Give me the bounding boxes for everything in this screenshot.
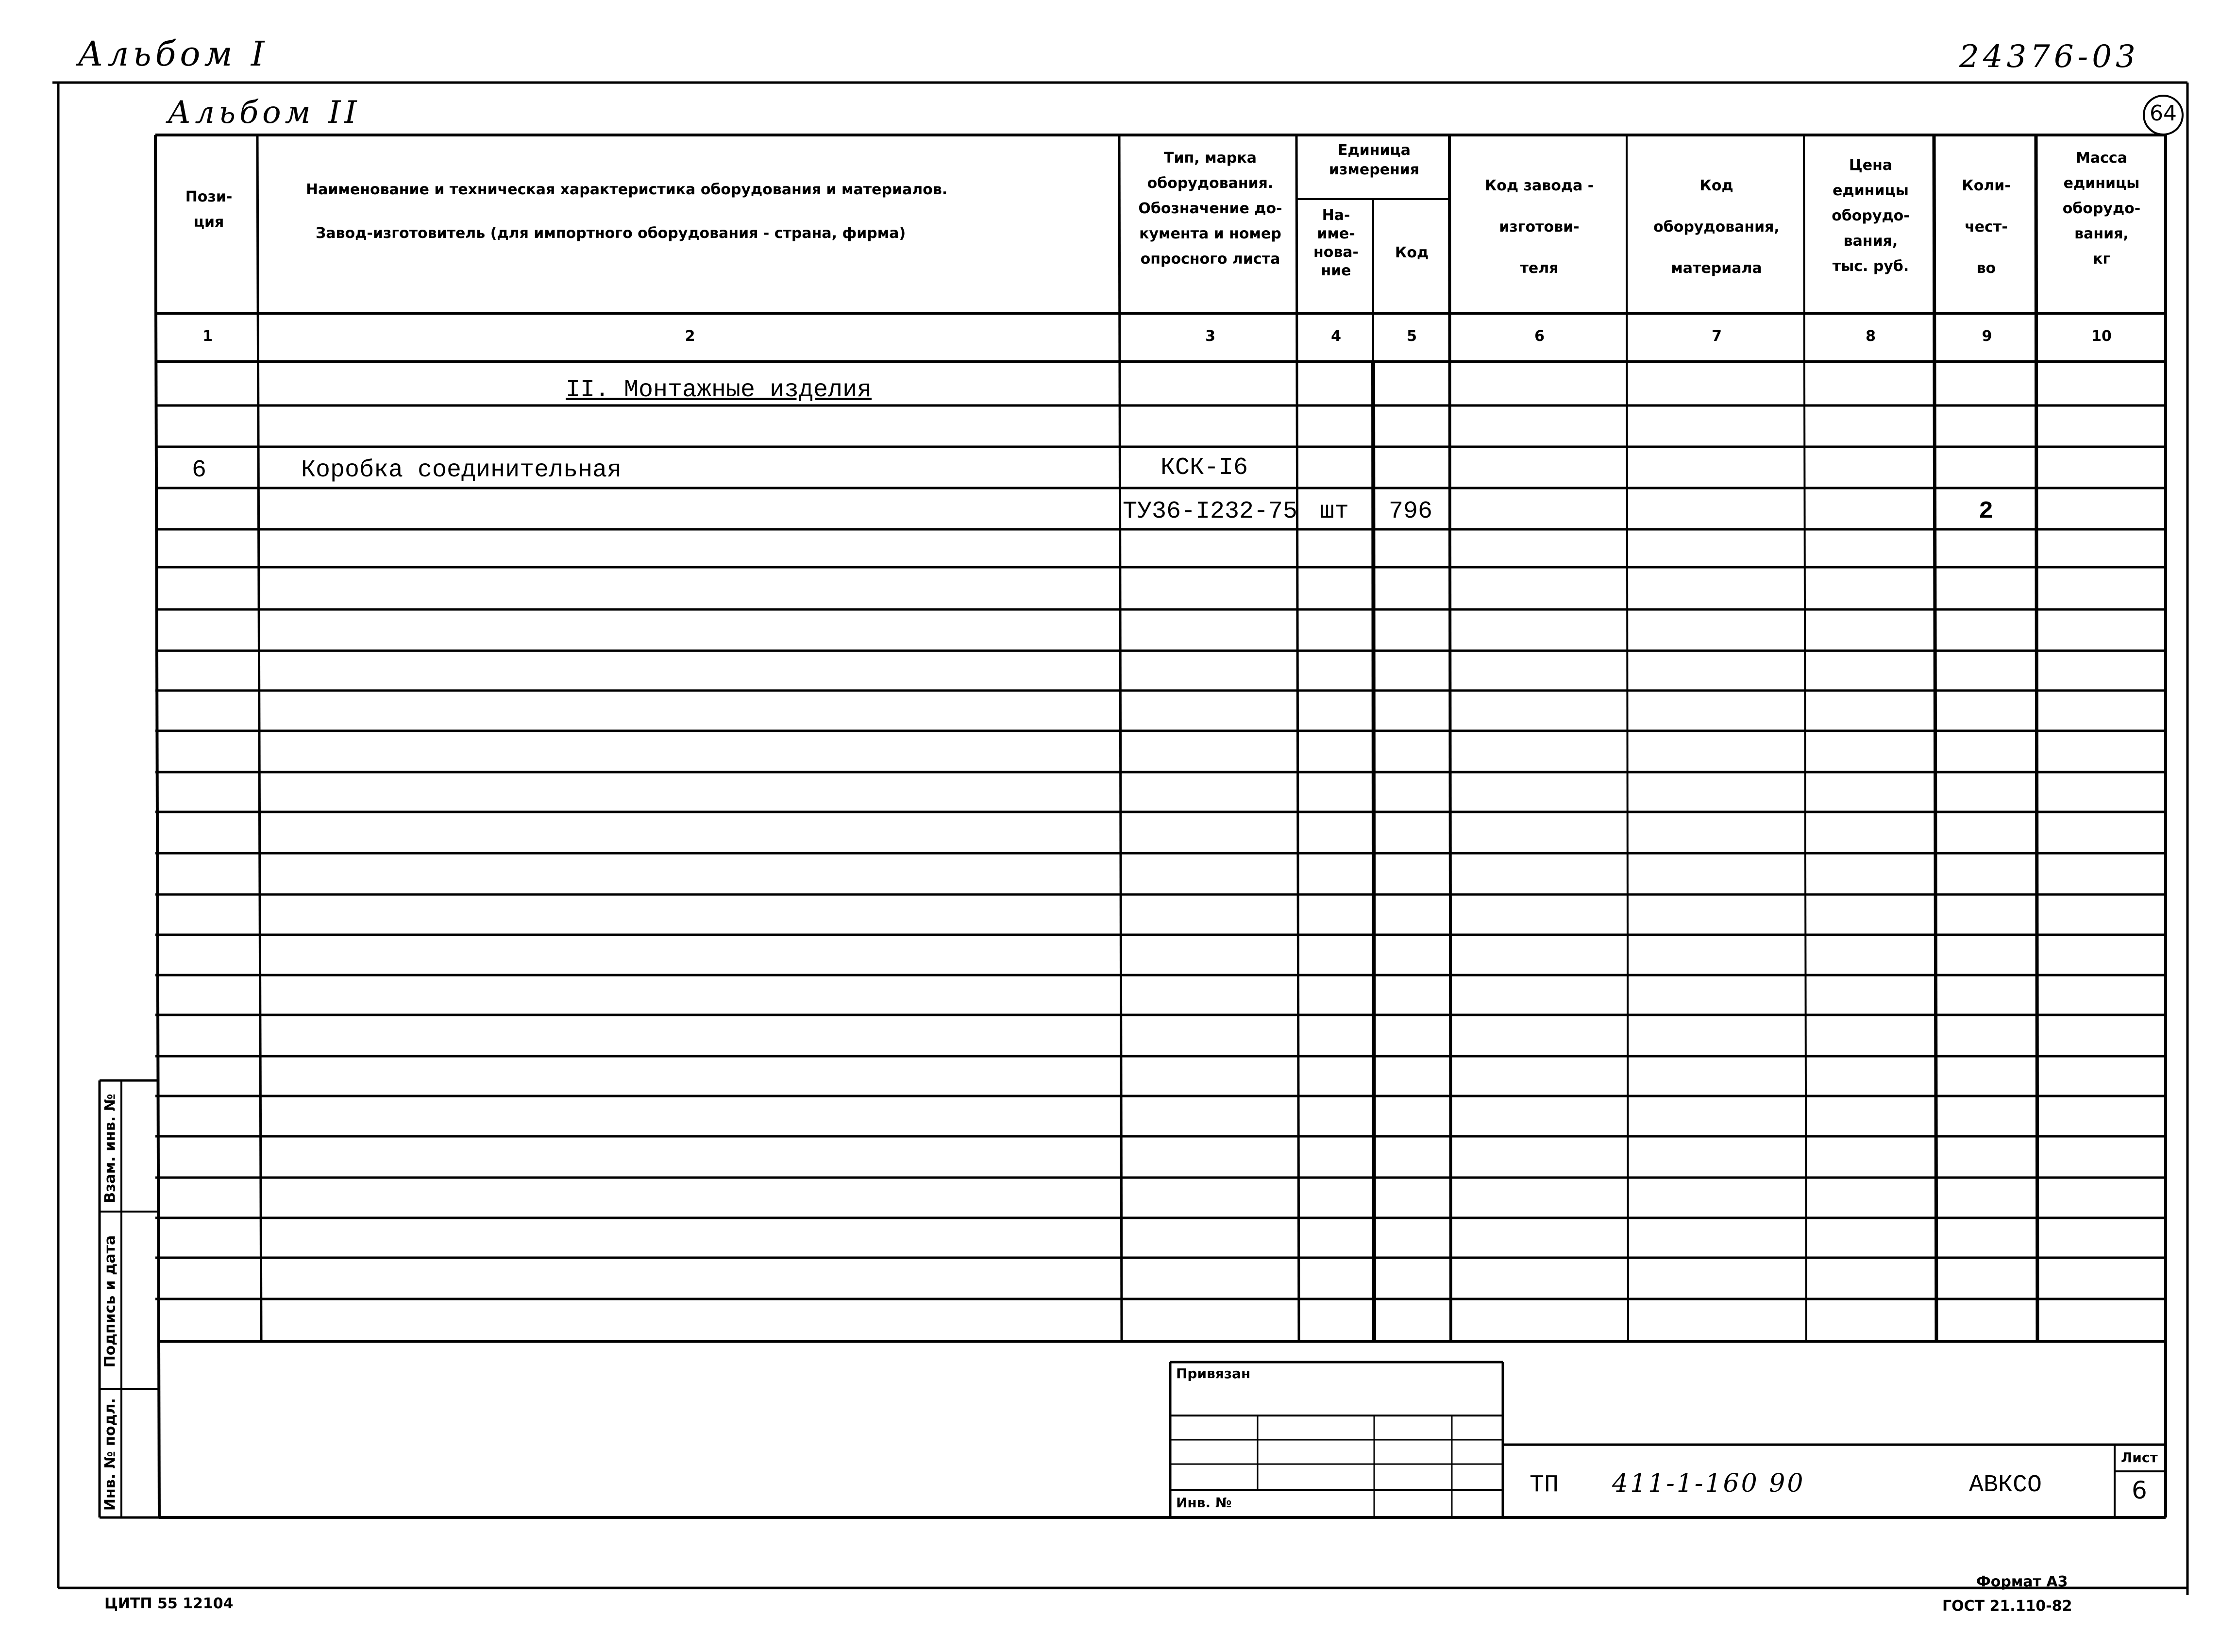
footer-format: Формат А3 [1976, 1573, 2068, 1590]
header-col8-line4: вания, [1843, 233, 1898, 250]
header-col4 [1299, 206, 1373, 280]
header-col7-line3: материала [1671, 260, 1762, 277]
inv-no-label: Инв. № [1176, 1495, 1232, 1511]
header-col4-line1: На- [1322, 207, 1350, 224]
row-item-name: Коробка соединительная [301, 456, 622, 484]
header-col6-line1: Код завода - [1484, 177, 1594, 194]
header-col4-line4: ние [1321, 262, 1351, 279]
stamp-podpis-data: Подпись и дата [101, 1235, 119, 1368]
column-number: 6 [1534, 328, 1545, 345]
row-position: 6 [192, 456, 207, 484]
drawing-code: АВКСО [1969, 1471, 2042, 1499]
row-item-quantity: 2 [1979, 498, 1994, 525]
header-unit-group [1299, 141, 1449, 180]
list-number: 6 [2132, 1476, 2147, 1504]
column-number: 1 [202, 328, 213, 345]
header-col7 [1629, 165, 1804, 289]
section-title: II. Монтажные изделия [566, 376, 872, 404]
album-top-left: Альбом I [78, 34, 269, 74]
column-number: 9 [1982, 328, 1992, 345]
column-number: 5 [1407, 328, 1417, 345]
header-col3 [1122, 146, 1299, 272]
stamp-vzam-inv: Взам. инв. № [101, 1094, 119, 1203]
header-col2-line2: Завод-изготовитель (для импортного оборудования - страна, фирма) [316, 225, 906, 242]
header-col6-line2: изготови- [1499, 219, 1580, 236]
header-unit-line2: измерения [1329, 161, 1420, 178]
row-item-unit-code: 796 [1389, 498, 1433, 525]
header-col3-line1: Тип, марка [1164, 150, 1257, 167]
header-col6 [1452, 165, 1627, 289]
header-col8-line1: Цена [1849, 157, 1893, 174]
header-col10-line2: единицы [2063, 175, 2140, 192]
column-number: 8 [1866, 328, 1876, 345]
sheet-circle-number: 64 [2150, 101, 2177, 126]
header-col3-line4: кумента и номер [1139, 225, 1281, 242]
header-col7-line1: Код [1699, 177, 1733, 194]
header-col8-line3: оборудо- [1832, 207, 1910, 224]
row-item-unit: шт [1320, 498, 1349, 525]
footer-ctip: ЦИТП 55 12104 [104, 1595, 234, 1612]
header-col9-line2: чест- [1965, 219, 2008, 236]
row-item-type: КСК-I6 [1161, 454, 1248, 482]
header-col9-line1: Коли- [1962, 177, 2011, 194]
stamp-inv-podl: Инв. № подл. [101, 1398, 119, 1511]
header-col4-line2: име- [1317, 225, 1355, 242]
header-col1-line2: ция [193, 214, 224, 231]
header-unit-line1: Единица [1338, 142, 1411, 159]
header-col10-line3: оборудо- [2062, 200, 2141, 217]
column-number: 2 [685, 328, 695, 345]
header-col9 [1936, 165, 2036, 289]
column-number: 7 [1712, 328, 1722, 345]
row-item-standard: ТУ36-I232-75 [1123, 498, 1298, 525]
album-label: Альбом II [168, 95, 361, 131]
list-label: Лист [2121, 1450, 2158, 1466]
header-col3-line5: опросного листа [1140, 251, 1280, 268]
header-col3-line3: Обозначение до- [1138, 200, 1282, 217]
tp-label: ТП [1530, 1471, 1559, 1499]
header-col7-line2: оборудования, [1653, 219, 1780, 236]
header-col10-line5: кг [2092, 251, 2111, 268]
header-col8-line2: единицы [1833, 182, 1909, 199]
footer-gost: ГОСТ 21.110-82 [1942, 1598, 2072, 1615]
header-col4-line3: нова- [1313, 244, 1359, 261]
header-col9-line3: во [1976, 260, 1996, 277]
header-col5: Код [1395, 244, 1429, 261]
header-col10 [2037, 146, 2166, 272]
column-number: 4 [1331, 328, 1341, 345]
project-number: 411-1-160 90 [1612, 1469, 1805, 1498]
column-number: 3 [1205, 328, 1215, 345]
header-col1 [158, 185, 260, 235]
header-col10-line4: вания, [2074, 225, 2129, 242]
header-col2-line1: Наименование и техническая характеристика оборудования и материалов. [306, 181, 948, 198]
header-col3-line2: оборудования. [1147, 175, 1274, 192]
privyazan-label: Привязан [1176, 1365, 1251, 1382]
column-number: 10 [2091, 328, 2112, 345]
header-col1-line1: Пози- [185, 188, 233, 205]
header-col8-line5: тыс. руб. [1832, 258, 1909, 275]
header-col8 [1806, 153, 1935, 279]
header-col6-line3: теля [1520, 260, 1559, 277]
document-code: 24376-03 [1959, 39, 2139, 75]
header-col10-line1: Масса [2076, 150, 2127, 167]
